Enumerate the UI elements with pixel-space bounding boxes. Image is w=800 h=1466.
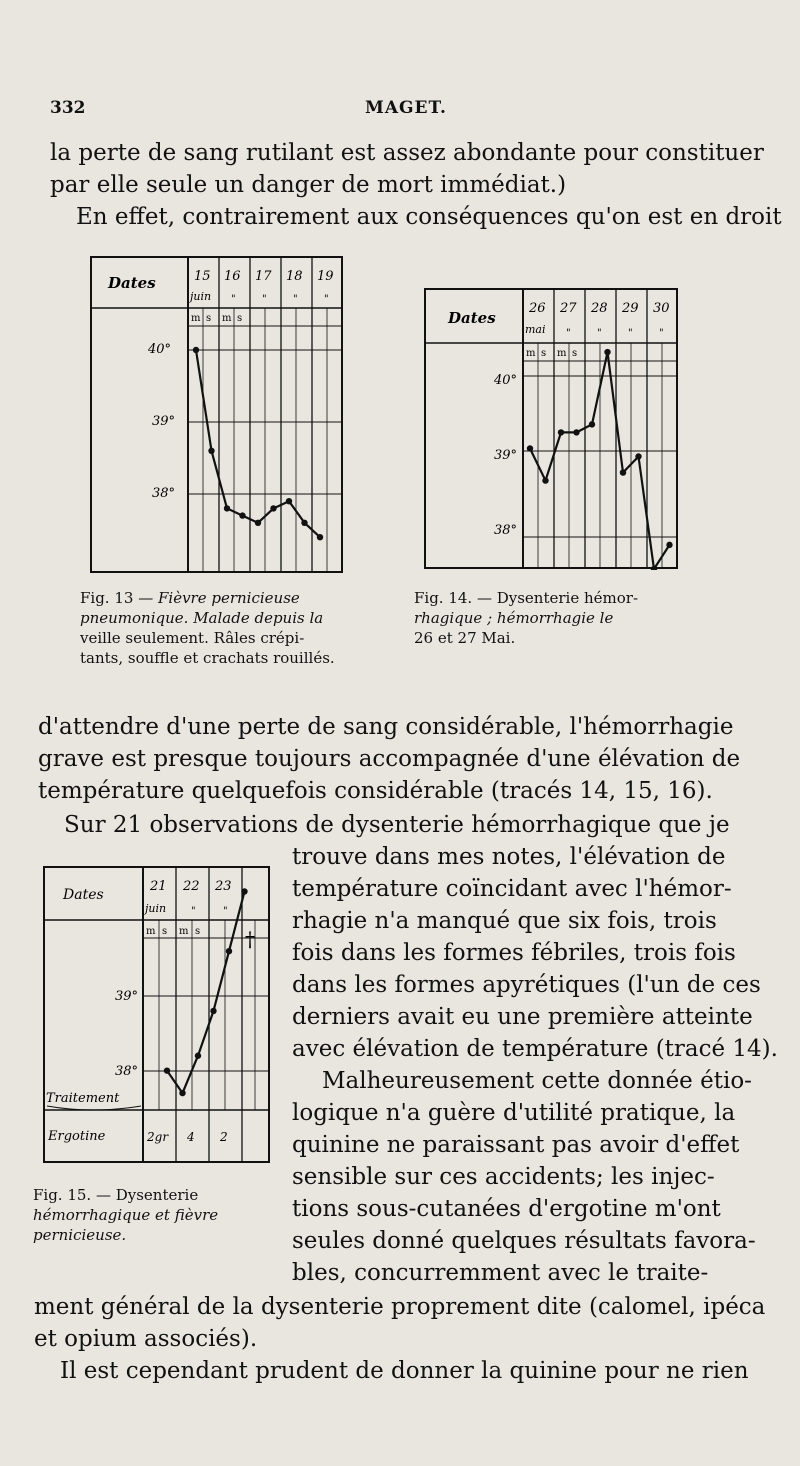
text-line: température quelquefois considérable (tracés 14, 15, 16). [38,778,713,804]
fig13-date: 18 [286,269,303,284]
fig14-slot: m [526,348,536,359]
text-line: fois dans les formes fébriles, trois fois [292,940,736,966]
text-line: et opium associés). [34,1326,258,1352]
fig14-date: 29 [622,301,639,316]
fig14-ditto: " [659,328,664,339]
fig13-date: 19 [317,269,334,284]
text-line: température coïncidant avec l'hémor- [292,876,732,902]
fig14-data-point [635,453,641,459]
fig14-data-point [542,477,548,483]
text-line: logique n'a guère d'utilité pratique, la [292,1100,736,1126]
text-line: Il est cependant prudent de donner la quinine pour ne rien [60,1358,749,1384]
text-line: trouve dans mes notes, l'élévation de [292,844,726,870]
fig13-data-point [239,512,245,518]
text-line: quinine ne paraissant pas avoir d'effet [292,1132,740,1158]
fig15-dose: 4 [187,1130,195,1144]
fig15-data-point [179,1090,185,1096]
fig13-slot: s [206,313,212,324]
page-number: 332 [50,98,86,118]
fig14-slot: s [572,348,578,359]
fig14-date: 28 [591,301,608,316]
running-title: MAGET. [365,98,447,118]
fig14-data-point [573,429,579,435]
text-line: tions sous-cutanées d'ergotine m'ont [292,1196,721,1222]
fig14-caption-line: Fig. 14. — Dysenterie hémor- [414,589,639,607]
fig15-ditto: " [191,906,196,917]
fig14-chart [424,288,679,570]
fig13-date: 17 [255,269,272,284]
page-header [50,98,750,124]
fig13-caption-line: pneumonique. Malade depuis la [80,609,324,627]
fig13-y-label: 39° [152,414,176,429]
fig15-slot: s [195,926,201,937]
fig13-date: 15 [194,269,211,284]
fig15-y-label: 39° [115,989,139,1004]
fig14-slot: m [557,348,567,359]
fig15-series-line [167,891,245,1093]
fig13-ditto: " [262,294,267,305]
fig15-month: juin [145,902,167,915]
text-line: Malheureusement cette donnée étio- [322,1068,752,1094]
text-line: bles, concurremment avec le traite- [292,1260,709,1286]
text-line: par elle seule un danger de mort immédiat.) [50,172,567,198]
fig15-dates-label: Dates [63,887,104,903]
fig15-caption-line: Fig. 15. — Dysenterie [33,1186,199,1204]
fig15-dose: 2gr [147,1130,169,1144]
text-line: derniers avait eu une première atteinte [292,1004,753,1030]
fig15-caption-line: pernicieuse. [33,1226,127,1244]
fig15-y-label: 38° [115,1064,139,1079]
fig14-ditto: " [628,328,633,339]
fig14-y-label: 39° [494,448,518,463]
text-line: seules donné quelques résultats favora- [292,1228,756,1254]
text-line: sensible sur ces accidents; les injec- [292,1164,715,1190]
fig13-ditto: " [324,294,329,305]
fig15-date: 21 [150,879,167,894]
fig13-y-label: 38° [152,486,176,501]
fig14-data-point [589,421,595,427]
fig13-caption-line: — Fièvre pernicieuse [138,589,300,607]
fig13-slot: m [191,313,201,324]
fig14-y-label: 38° [494,523,518,538]
fig13-date: 16 [224,269,241,284]
text-line: grave est presque toujours accompagnée d'une élévation de [38,746,741,772]
fig13-month: juin [190,290,212,303]
fig13-data-point [208,448,214,454]
fig15-caption [33,1185,273,1245]
fig13-series-line [196,350,320,537]
fig15-slot: m [179,926,189,937]
fig15-data-point [210,1008,216,1014]
fig15-slot: m [146,926,156,937]
fig15-slot: s [162,926,168,937]
fig14-date: 26 [529,301,546,316]
fig14-month: mai [525,323,546,336]
fig15-data-point [241,888,247,894]
fig13-ditto: " [293,294,298,305]
fig13-caption-label: Fig. 13 [80,589,134,607]
fig13-data-point [317,534,323,540]
fig14-data-point [666,542,672,548]
fig14-dates-label: Dates [448,309,496,327]
fig13-y-label: 40° [148,342,172,357]
fig13-dates-label: Dates [108,274,156,292]
fig14-ditto: " [597,328,602,339]
fig14-date: 30 [653,301,670,316]
fig14-slot: s [541,348,547,359]
fig15-ditto: " [223,906,228,917]
fig13-data-point [286,498,292,504]
fig14-y-label: 40° [494,373,518,388]
fig13-data-point [301,520,307,526]
fig15-dose: 2 [220,1130,228,1144]
fig15-data-point [164,1067,170,1073]
text-line: avec élévation de température (tracé 14). [292,1036,778,1062]
fig13-data-point [224,505,230,511]
fig14-data-point [604,349,610,355]
fig15-data-point [195,1053,201,1059]
fig13-data-point [255,520,261,526]
fig14-caption-line: rhagique ; hémorrhagie le [414,609,614,627]
fig13-data-point [193,347,199,353]
fig14-data-point [527,445,533,451]
fig13-caption-line: tants, souffle et crachats rouillés. [80,649,335,667]
fig13-chart [90,256,344,574]
fig15-chart [43,866,271,1164]
fig15-date: 23 [215,879,232,894]
fig14-caption-line: 26 et 27 Mai. [414,629,516,647]
text-line: En effet, contrairement aux conséquences qu'on est en droit [76,204,782,230]
text-line: dans les formes apyrétiques (l'un de ces [292,972,761,998]
text-line: la perte de sang rutilant est assez abondante pour constituer [50,140,764,166]
fig13-ditto: " [231,294,236,305]
text-line: rhagie n'a manqué que six fois, trois [292,908,717,934]
fig15-caption-line: hémorrhagique et fièvre [33,1206,219,1224]
fig14-data-point [558,429,564,435]
fig14-ditto: " [566,328,571,339]
fig13-slot: m [222,313,232,324]
fig13-caption [80,588,380,668]
fig13-slot: s [237,313,243,324]
text-line: Sur 21 observations de dysenterie hémorrhagique que je [64,812,730,838]
text-line: d'attendre d'une perte de sang considérable, l'hémorrhagie [38,714,734,740]
fig14-data-point [620,469,626,475]
fig15-ergotine-label: Ergotine [48,1129,106,1144]
fig15-death-mark: † [245,927,255,951]
fig14-date: 27 [560,301,577,316]
fig13-caption-line: veille seulement. Râles crépi- [80,629,305,647]
fig14-caption [414,588,714,648]
fig15-treatment-label: Traitement [46,1091,120,1106]
fig15-data-point [226,948,232,954]
text-line: ment général de la dysenterie proprement dite (calomel, ipéca [34,1294,766,1320]
fig13-data-point [270,505,276,511]
fig15-date: 22 [183,879,200,894]
